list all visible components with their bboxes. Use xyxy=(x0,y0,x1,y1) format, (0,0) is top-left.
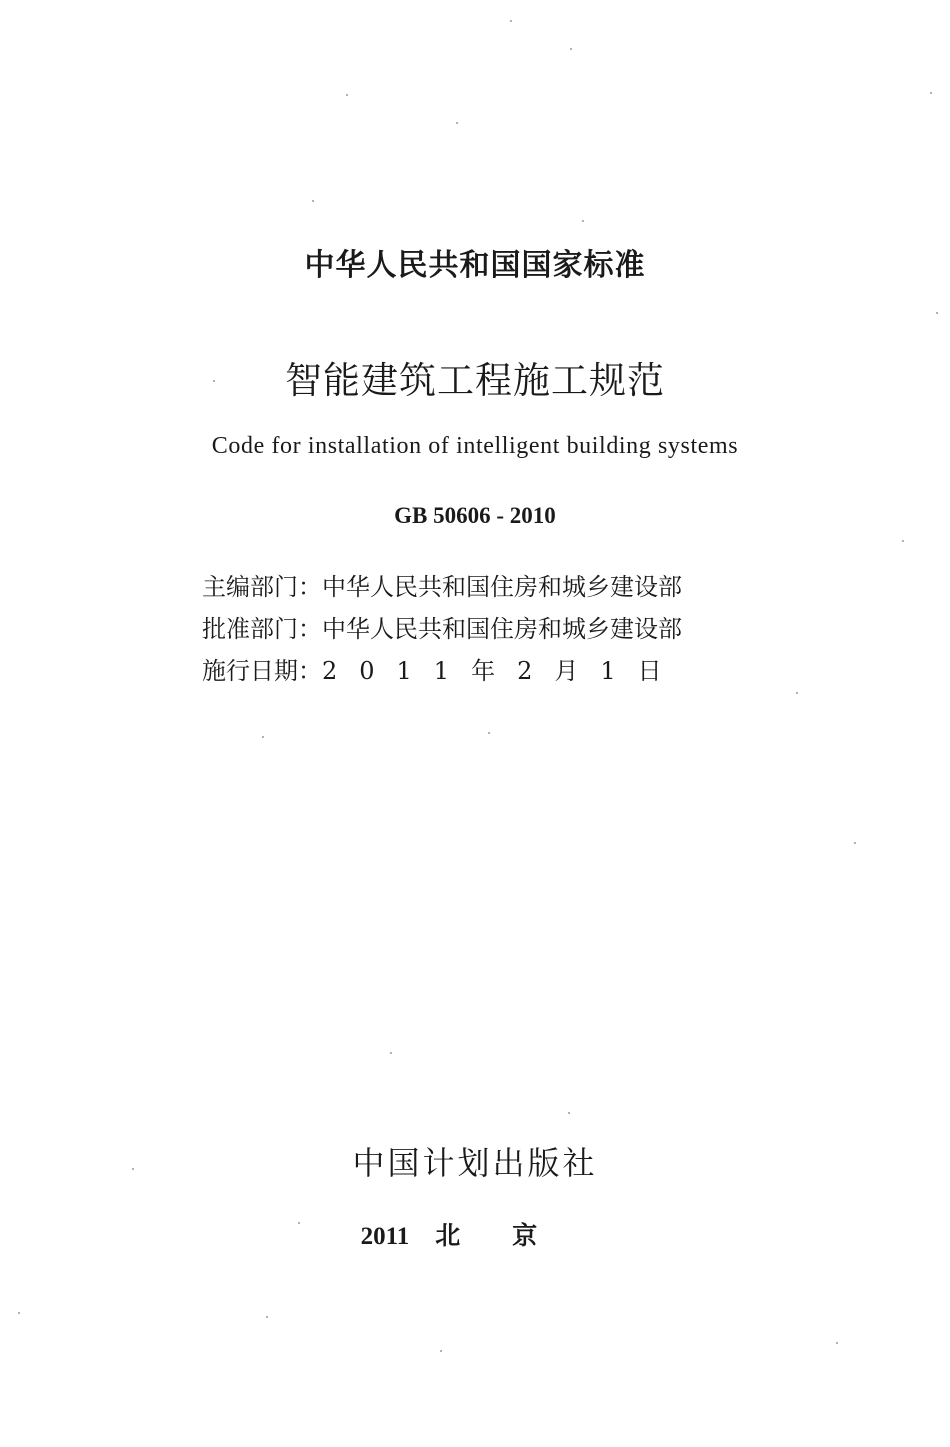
scan-speck xyxy=(266,1316,268,1318)
imprint-city: 北京 xyxy=(435,1221,590,1250)
scan-speck xyxy=(312,200,314,202)
scan-speck xyxy=(510,20,512,22)
scan-speck xyxy=(854,842,856,844)
scan-speck xyxy=(902,540,904,542)
publisher-name: 中国计划出版社 xyxy=(352,1144,598,1182)
meta-value-editor: 中华人民共和国住房和城乡建设部 xyxy=(322,573,682,601)
document-title-english: Code for installation of intelligent building systems xyxy=(211,433,739,459)
scan-speck xyxy=(18,1312,20,1314)
meta-row-effective-date xyxy=(202,650,684,692)
scan-speck xyxy=(568,1112,570,1114)
scan-speck xyxy=(796,692,798,694)
meta-value-effective-date: 2011年2月1日 xyxy=(322,657,684,685)
scan-speck xyxy=(390,1052,392,1054)
scan-speck xyxy=(488,732,490,734)
scan-speck xyxy=(440,1350,442,1352)
meta-label-editor: 主编部门： xyxy=(202,573,322,601)
imprint-line xyxy=(0,1216,950,1252)
scan-speck xyxy=(346,94,348,96)
standard-series-heading: 中华人民共和国国家标准 xyxy=(304,248,646,283)
standard-code: GB 50606 - 2010 xyxy=(394,503,556,528)
meta-value-approver: 中华人民共和国住房和城乡建设部 xyxy=(322,615,682,643)
scan-speck xyxy=(298,1222,300,1224)
scan-speck xyxy=(930,92,932,94)
scan-speck xyxy=(836,1342,838,1344)
scan-speck xyxy=(936,312,938,314)
meta-label-approver: 批准部门： xyxy=(202,615,322,643)
scan-speck xyxy=(570,48,572,50)
scan-speck xyxy=(262,736,264,738)
meta-row-approver xyxy=(202,608,684,650)
scan-speck xyxy=(582,220,584,222)
meta-label-effective-date: 施行日期： xyxy=(202,657,322,685)
meta-block xyxy=(202,566,684,692)
scan-speck xyxy=(132,1168,134,1170)
scan-speck xyxy=(456,122,458,124)
document-title: 智能建筑工程施工规范 xyxy=(285,359,665,402)
imprint-year: 2011 xyxy=(360,1223,410,1250)
meta-row-editor xyxy=(202,566,684,608)
scan-speck xyxy=(213,380,215,382)
